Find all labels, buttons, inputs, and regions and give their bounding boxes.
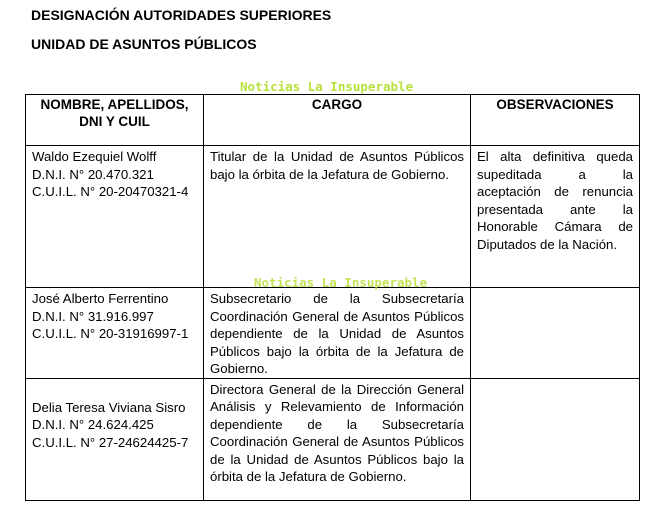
header-nombre: NOMBRE, APELLIDOS, DNI Y CUIL: [26, 95, 204, 146]
cell-observaciones: [471, 378, 640, 500]
document-title: DESIGNACIÓN AUTORIDADES SUPERIORES: [31, 7, 332, 23]
person-cuil: C.U.I.L. N° 20-31916997-1: [32, 326, 189, 341]
table-header-row: [26, 95, 640, 146]
person-cuil: C.U.I.L. N° 20-20470321-4: [32, 184, 189, 199]
document-subtitle: UNIDAD DE ASUNTOS PÚBLICOS: [31, 36, 257, 52]
cell-cargo: Subsecretario de la Subsecretaría Coordinación General de Asuntos Públicos dependiente de la Unidad de Asuntos Públicos bajo la órbita de la Jefatura de Gobierno.: [204, 288, 471, 379]
cell-observaciones: [471, 288, 640, 379]
person-dni: D.N.I. N° 31.916.997: [32, 308, 154, 324]
header-cargo: CARGO: [204, 95, 471, 146]
person-name: José Alberto Ferrentino: [32, 291, 169, 306]
watermark-top: Noticias La Insuperable: [240, 79, 414, 94]
person-name: Delia Teresa Viviana Sisro: [32, 399, 186, 415]
cell-cargo: Directora General de la Dirección General Análisis y Relevamiento de Información dependiente de la Subsecretaría Coordinación General de Asuntos Públicos de la Unidad de Asuntos Públicos bajo la órbita de la Jefatura de Gobierno.: [204, 378, 471, 500]
cell-nombre: [26, 146, 204, 288]
person-dni: D.N.I. N° 20.470.321: [32, 166, 154, 182]
person-dni: D.N.I. N° 24.624.425: [32, 417, 154, 432]
watermark-middle: Noticias La Insuperable: [254, 275, 428, 290]
cell-observaciones: El alta definitiva queda supeditada a la aceptación de renuncia presentada ante la Honorable Cámara de Diputados de la Nación.: [471, 146, 640, 288]
cell-nombre: [26, 378, 204, 500]
cell-nombre: [26, 288, 204, 379]
authorities-table: [25, 94, 640, 501]
table-row: [26, 378, 640, 500]
person-cuil: C.U.I.L. N° 27-24624425-7: [32, 434, 189, 450]
table-row: [26, 288, 640, 379]
header-observaciones: OBSERVACIONES: [471, 95, 640, 146]
table-row: [26, 146, 640, 288]
cell-cargo: Titular de la Unidad de Asuntos Públicos bajo la órbita de la Jefatura de Gobierno.: [204, 146, 471, 288]
person-name: Waldo Ezequiel Wolff: [32, 149, 157, 164]
